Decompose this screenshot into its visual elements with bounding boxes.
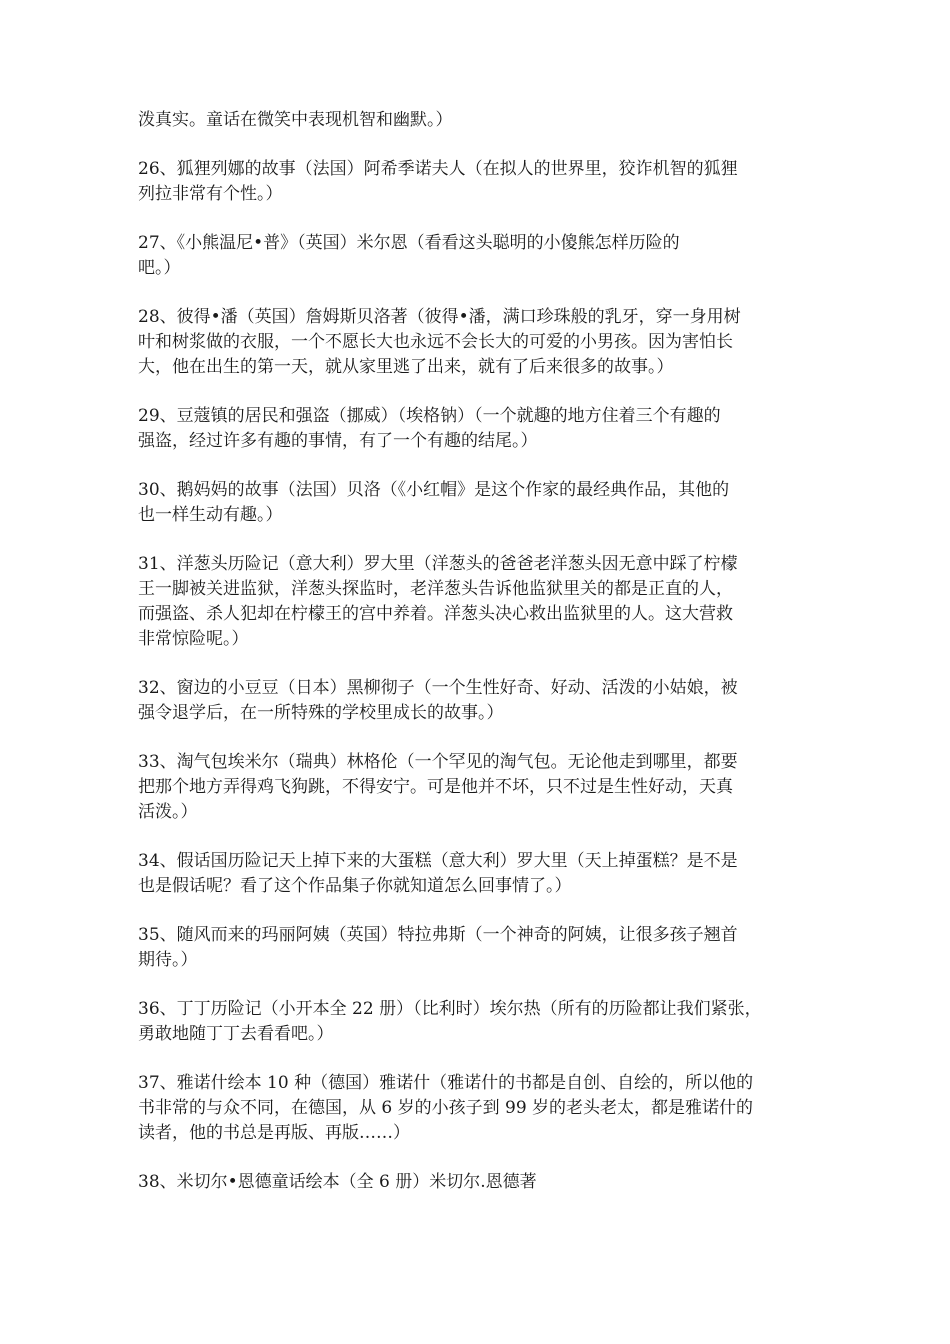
document-page (138, 108, 828, 1219)
text-line: 列拉非常有个性。） (138, 184, 283, 204)
text-line: 强令退学后，在一所特殊的学校里成长的故事。） (138, 703, 504, 723)
book-entry-paragraph (138, 478, 828, 528)
text-line: 37、雅诺什绘本 10 种（德国）雅诺什（雅诺什的书都是自创、自绘的，所以他的 (138, 1073, 754, 1093)
book-entry-paragraph (138, 923, 828, 973)
book-entry-paragraph (138, 108, 828, 133)
book-entry-paragraph (138, 404, 828, 454)
book-entry-paragraph (138, 552, 828, 652)
text-line: 26、狐狸列娜的故事（法国）阿希季诺夫人（在拟人的世界里，狡诈机智的狐狸 (138, 159, 738, 179)
text-line: 读者，他的书总是再版、再版……） (138, 1123, 410, 1143)
book-entry-paragraph (138, 849, 828, 899)
text-line: 32、窗边的小豆豆（日本）黑柳彻子（一个生性好奇、好动、活泼的小姑娘，被 (138, 678, 738, 698)
text-line: 王一脚被关进监狱，洋葱头探监时，老洋葱头告诉他监狱里关的都是正直的人， (138, 579, 733, 599)
text-line: 非常惊险呢。） (138, 629, 249, 649)
text-line: 活泼。） (138, 802, 198, 822)
text-line: 27、《小熊温尼•普》（英国）米尔恩（看看这头聪明的小傻熊怎样历险的 (138, 233, 680, 253)
book-entry-paragraph (138, 305, 828, 380)
text-line: 期待。） (138, 950, 198, 970)
book-entry-paragraph (138, 1071, 828, 1146)
text-line: 也一样生动有趣。） (138, 505, 283, 525)
book-entry-paragraph (138, 157, 828, 207)
text-line: 31、洋葱头历险记（意大利）罗大里（洋葱头的爸爸老洋葱头因无意中踩了柠檬 (138, 554, 738, 574)
text-line: 而强盗、杀人犯却在柠檬王的宫中养着。洋葱头决心救出监狱里的人。这大营救 (138, 604, 733, 624)
text-line: 把那个地方弄得鸡飞狗跳，不得安宁。可是他并不坏，只不过是生性好动，天真 (138, 777, 733, 797)
text-line: 33、淘气包埃米尔（瑞典）林格伦（一个罕见的淘气包。无论他走到哪里，都要 (138, 752, 738, 772)
book-entry-paragraph (138, 997, 828, 1047)
text-line: 书非常的与众不同，在德国，从 6 岁的小孩子到 99 岁的老头老太，都是雅诺什的 (138, 1098, 754, 1118)
text-line: 28、彼得•潘（英国）詹姆斯贝洛著（彼得•潘，满口珍珠般的乳牙，穿一身用树 (138, 307, 741, 327)
text-line: 35、随风而来的玛丽阿姨（英国）特拉弗斯（一个神奇的阿姨，让很多孩子翘首 (138, 925, 738, 945)
book-entry-paragraph (138, 750, 828, 825)
text-line: 泼真实。童话在微笑中表现机智和幽默。） (138, 110, 453, 130)
book-entry-paragraph (138, 676, 828, 726)
text-line: 勇敢地随丁丁去看看吧。） (138, 1024, 334, 1044)
text-line: 34、假话国历险记天上掉下来的大蛋糕（意大利）罗大里（天上掉蛋糕？是不是 (138, 851, 738, 871)
text-line: 也是假话呢？看了这个作品集子你就知道怎么回事情了。） (138, 876, 572, 896)
text-line: 叶和树浆做的衣服，一个不愿长大也永远不会长大的可爱的小男孩。因为害怕长 (138, 332, 733, 352)
text-line: 30、鹅妈妈的故事（法国）贝洛（《小红帽》是这个作家的最经典作品，其他的 (138, 480, 730, 500)
text-line: 36、丁丁历险记（小开本全 22 册）（比利时）埃尔热（所有的历险都让我们紧张， (138, 999, 762, 1019)
text-line: 38、米切尔•恩德童话绘本（全 6 册）米切尔.恩德著 (138, 1172, 537, 1192)
text-line: 吧。） (138, 258, 181, 278)
book-entry-paragraph (138, 1170, 828, 1195)
text-line: 大，他在出生的第一天，就从家里逃了出来，就有了后来很多的故事。） (138, 357, 674, 377)
text-line: 强盗，经过许多有趣的事情，有了一个有趣的结尾。） (138, 431, 538, 451)
text-line: 29、豆蔻镇的居民和强盗（挪威）（埃格钠）（一个就趣的地方住着三个有趣的 (138, 406, 721, 426)
book-entry-paragraph (138, 231, 828, 281)
